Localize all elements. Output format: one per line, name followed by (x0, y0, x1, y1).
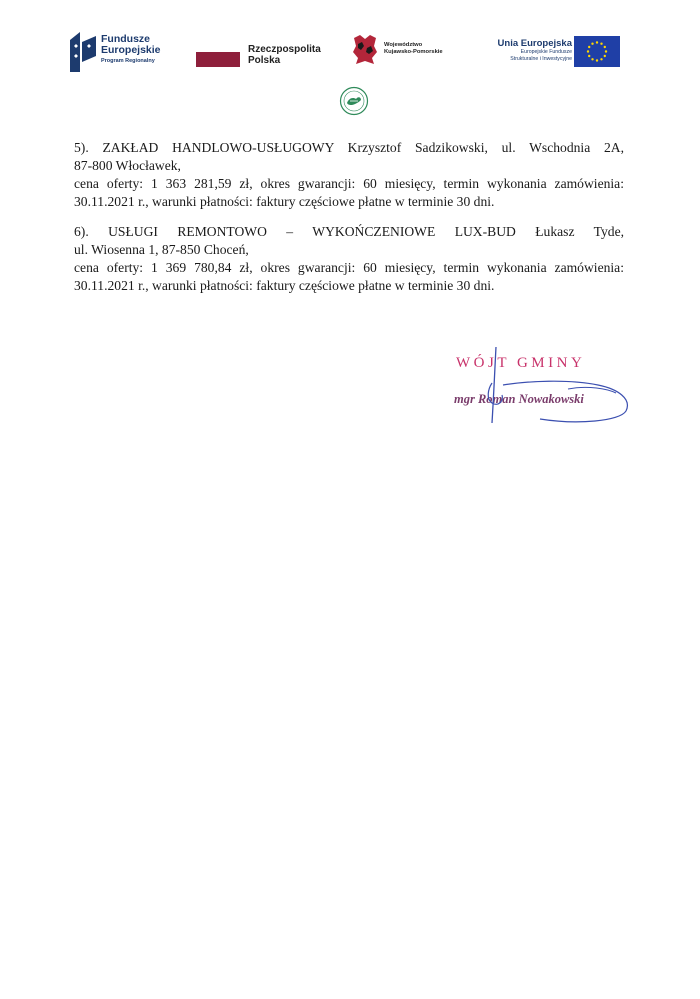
signature-name: mgr Roman Nowakowski (454, 392, 584, 406)
rzeczpospolita-label: Rzeczpospolita (248, 44, 321, 55)
handwritten-signature-icon (448, 345, 638, 425)
unia-europejska-logo (470, 32, 630, 72)
municipality-seal-icon (339, 86, 369, 116)
fundusze-europejskie-logo (70, 32, 180, 72)
offer-5-details-line1: cena oferty: 1 363 281,59 zł, okres gwarancji: 60 miesięcy, termin wykonania zamówienia: (74, 176, 624, 191)
offer-6-details-line1: cena oferty: 1 369 780,84 zł, okres gwarancji: 60 miesięcy, termin wykonania zamówienia: (74, 260, 624, 275)
wojewodztwo-label: Województwo (384, 42, 423, 48)
signature-title: WÓJT GMINY (456, 355, 586, 371)
europejskie-label: Europejskie (101, 44, 161, 56)
polska-label: Polska (248, 55, 281, 66)
signature-block (448, 345, 638, 425)
polish-flag-icon (196, 52, 240, 67)
offer-5-details-line2: 30.11.2021 r., warunki płatności: faktury częściowe płatne w terminie 30 dni. (74, 194, 495, 209)
eu-structural-label: Strukturalne i Inwestycyjne (510, 55, 572, 62)
offer-entry-6 (74, 223, 624, 295)
offer-6-heading-line1: 6). USŁUGI REMONTOWO – WYKOŃCZENIOWE LUX-BUD Łukasz Tyde, (74, 224, 624, 239)
program-regionalny-label: Program Regionalny (101, 58, 155, 64)
fundusze-label: Fundusze (101, 33, 150, 45)
offer-6-details-line2: 30.11.2021 r., warunki płatności: faktury częściowe płatne w terminie 30 dni. (74, 278, 495, 293)
unia-europejska-label: Unia Europejska (497, 38, 572, 49)
logo-bar (70, 30, 630, 76)
fundusze-europejskie-icon (70, 32, 96, 72)
offer-5-heading-line2: 87-800 Włocławek, (74, 158, 181, 173)
eu-flag-icon (574, 36, 620, 67)
voivodeship-crest-icon (352, 34, 378, 66)
offer-6-heading-line2: ul. Wiosenna 1, 87-850 Choceń, (74, 242, 249, 257)
eu-funds-label: Europejskie Fundusze (520, 49, 572, 55)
kujawsko-pomorskie-label: Kujawsko-Pomorskie (384, 49, 443, 55)
offer-entry-5 (74, 139, 624, 211)
offer-5-heading-line1: 5). ZAKŁAD HANDLOWO-USŁUGOWY Krzysztof Sadzikowski, ul. Wschodnia 2A, (74, 140, 624, 155)
rzeczpospolita-polska-logo (196, 38, 326, 74)
wojewodztwo-logo (352, 34, 462, 70)
